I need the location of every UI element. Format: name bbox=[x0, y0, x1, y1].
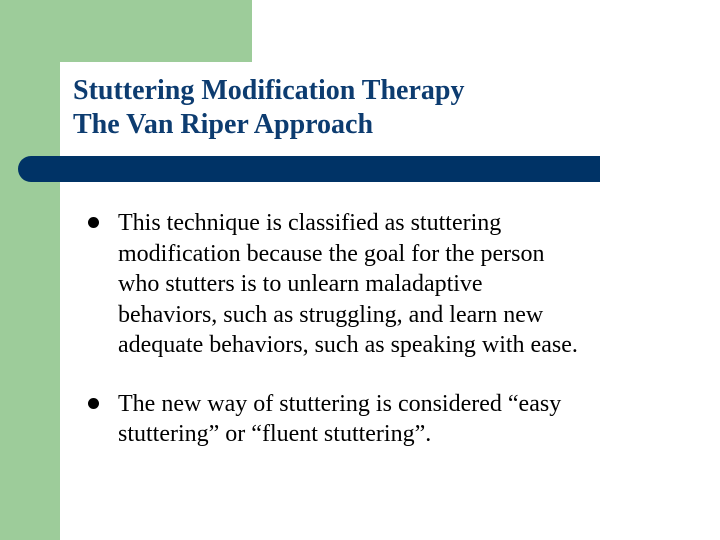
bullet-line: modification because the goal for the person bbox=[118, 240, 545, 267]
slide-title-line-1: Stuttering Modification Therapy bbox=[73, 75, 465, 106]
accent-band-left bbox=[0, 0, 60, 540]
title-divider-bar bbox=[18, 156, 600, 182]
bullet-line: who stutters is to unlearn maladaptive bbox=[118, 271, 483, 297]
slide-title-line-2: The Van Riper Approach bbox=[73, 109, 374, 140]
bullet-line: stuttering” or “fluent stuttering”. bbox=[118, 421, 432, 447]
bullet-text bbox=[118, 208, 688, 361]
bullet-text bbox=[118, 389, 688, 450]
bullet-dot-icon bbox=[88, 217, 99, 228]
bullet-list bbox=[88, 208, 688, 450]
bullet-line: behaviors, such as struggling, and learn new bbox=[118, 301, 544, 328]
bullet-item-2 bbox=[88, 389, 688, 450]
bullet-line: This technique is classified as stuttering bbox=[118, 210, 502, 236]
accent-band-top bbox=[0, 0, 252, 62]
bullet-item-1 bbox=[88, 208, 688, 361]
bullet-line: The new way of stuttering is considered “easy bbox=[118, 390, 562, 417]
bullet-dot-icon bbox=[88, 398, 99, 409]
slide-title bbox=[73, 74, 464, 142]
bullet-line: adequate behaviors, such as speaking with ease. bbox=[118, 332, 578, 358]
